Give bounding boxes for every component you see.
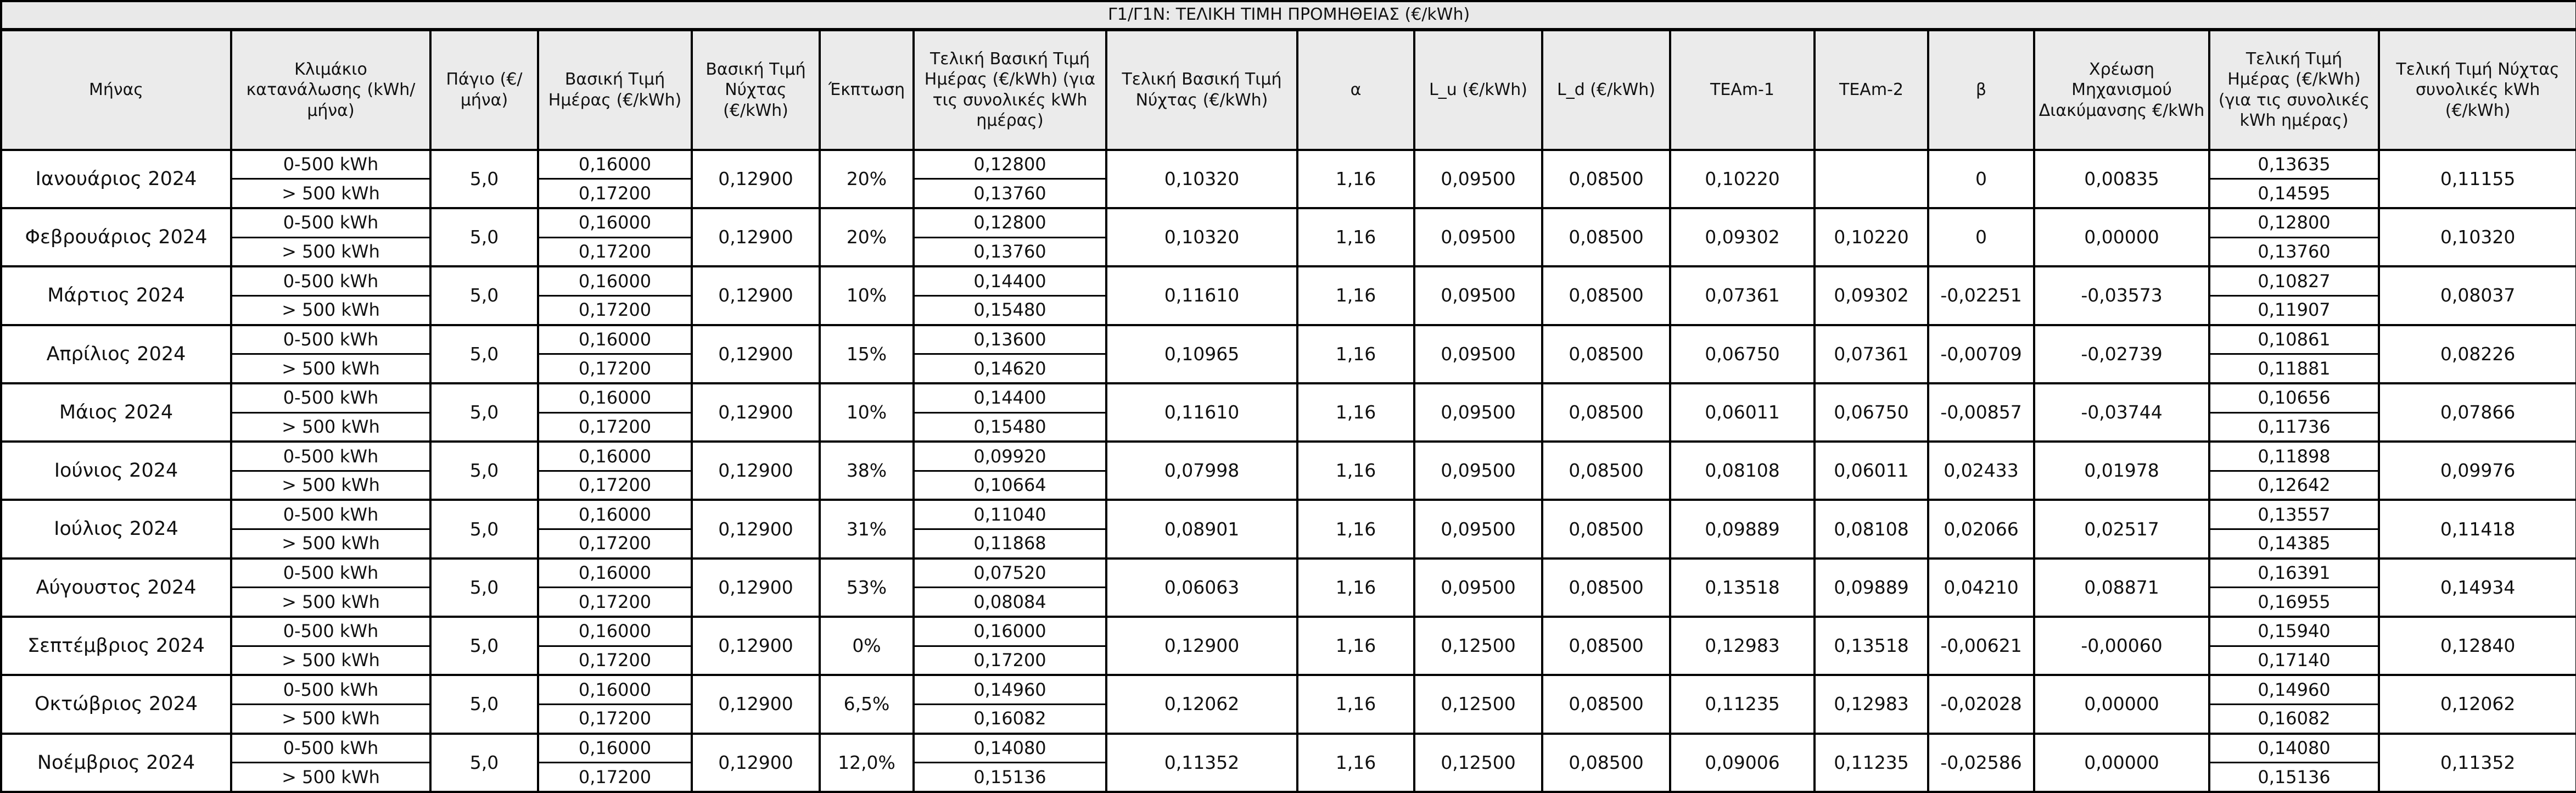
tier-label-cell: > 500 kWh xyxy=(231,471,430,500)
base-day-cell: 0,17200 xyxy=(538,763,692,792)
header-final-night: Τελική Τιμή Νύχτας συνολικές kWh (€/kWh) xyxy=(2379,30,2576,150)
final-day-cell: 0,11881 xyxy=(2209,354,2379,383)
table-row xyxy=(1,266,2576,295)
tier-label-cell: > 500 kWh xyxy=(231,237,430,266)
tier-label-cell: 0-500 kWh xyxy=(231,500,430,529)
l-u-cell: 0,09500 xyxy=(1414,383,1542,442)
team-1-cell: 0,13518 xyxy=(1670,559,1815,617)
month-cell: Ιούνιος 2024 xyxy=(1,442,231,500)
discount-cell: 10% xyxy=(820,266,914,325)
tier-label-cell: > 500 kWh xyxy=(231,588,430,617)
alpha-cell: 1,16 xyxy=(1297,266,1414,325)
l-u-cell: 0,12500 xyxy=(1414,675,1542,733)
table-row xyxy=(1,559,2576,588)
tier-label-cell: 0-500 kWh xyxy=(231,675,430,704)
l-d-cell: 0,08500 xyxy=(1542,500,1670,558)
team-2-cell: 0,10220 xyxy=(1815,208,1928,266)
final-base-day-cell: 0,11868 xyxy=(914,529,1106,559)
month-cell: Φεβρουάριος 2024 xyxy=(1,208,231,266)
tier-label-cell: 0-500 kWh xyxy=(231,442,430,471)
final-night-cell: 0,12840 xyxy=(2379,617,2576,675)
team-2-cell: 0,06750 xyxy=(1815,383,1928,442)
final-base-day-cell: 0,15480 xyxy=(914,295,1106,325)
final-base-day-cell: 0,14620 xyxy=(914,354,1106,383)
title-row xyxy=(1,1,2576,30)
beta-cell: -0,00709 xyxy=(1928,325,2034,383)
final-base-day-cell: 0,08084 xyxy=(914,588,1106,617)
final-base-night-cell: 0,08901 xyxy=(1106,500,1297,558)
base-night-cell: 0,12900 xyxy=(692,150,820,208)
tier-label-cell: 0-500 kWh xyxy=(231,208,430,237)
beta-cell: -0,02586 xyxy=(1928,734,2034,792)
alpha-cell: 1,16 xyxy=(1297,559,1414,617)
final-night-cell: 0,12062 xyxy=(2379,675,2576,733)
header-tier: Κλιμάκιο κατανάλωσης (kWh/μήνα) xyxy=(231,30,430,150)
header-row xyxy=(1,30,2576,150)
final-base-night-cell: 0,07998 xyxy=(1106,442,1297,500)
team-1-cell: 0,06011 xyxy=(1670,383,1815,442)
final-day-cell: 0,10827 xyxy=(2209,266,2379,295)
tier-label-cell: 0-500 kWh xyxy=(231,617,430,646)
alpha-cell: 1,16 xyxy=(1297,325,1414,383)
l-u-cell: 0,12500 xyxy=(1414,734,1542,792)
final-base-night-cell: 0,10320 xyxy=(1106,150,1297,208)
team-2-cell: 0,09889 xyxy=(1815,559,1928,617)
discount-cell: 20% xyxy=(820,150,914,208)
mechanism-cell: -0,03744 xyxy=(2034,383,2209,442)
base-day-cell: 0,16000 xyxy=(538,266,692,295)
month-cell: Μάιος 2024 xyxy=(1,383,231,442)
final-base-day-cell: 0,11040 xyxy=(914,500,1106,529)
team-1-cell: 0,08108 xyxy=(1670,442,1815,500)
final-base-day-cell: 0,12800 xyxy=(914,150,1106,179)
final-night-cell: 0,11155 xyxy=(2379,150,2576,208)
base-day-cell: 0,17200 xyxy=(538,412,692,442)
final-day-cell: 0,15940 xyxy=(2209,617,2379,646)
l-u-cell: 0,12500 xyxy=(1414,617,1542,675)
beta-cell: 0 xyxy=(1928,150,2034,208)
base-day-cell: 0,16000 xyxy=(538,442,692,471)
final-base-day-cell: 0,14400 xyxy=(914,266,1106,295)
beta-cell: -0,00621 xyxy=(1928,617,2034,675)
discount-cell: 31% xyxy=(820,500,914,558)
mechanism-cell: 0,00000 xyxy=(2034,208,2209,266)
base-night-cell: 0,12900 xyxy=(692,559,820,617)
mechanism-cell: 0,00000 xyxy=(2034,734,2209,792)
header-mechanism: Χρέωση Μηχανισμού Διακύμανσης €/kWh xyxy=(2034,30,2209,150)
fixed-cell: 5,0 xyxy=(430,208,538,266)
base-night-cell: 0,12900 xyxy=(692,675,820,733)
discount-cell: 15% xyxy=(820,325,914,383)
final-night-cell: 0,08037 xyxy=(2379,266,2576,325)
header-final-base-day: Τελική Βασική Τιμή Ημέρας (€/kWh) (για τις συνολικές kWh ημέρας) xyxy=(914,30,1106,150)
tier-label-cell: > 500 kWh xyxy=(231,354,430,383)
l-d-cell: 0,08500 xyxy=(1542,734,1670,792)
final-base-night-cell: 0,10965 xyxy=(1106,325,1297,383)
final-day-cell: 0,12642 xyxy=(2209,471,2379,500)
team-1-cell: 0,09302 xyxy=(1670,208,1815,266)
tier-label-cell: > 500 kWh xyxy=(231,412,430,442)
team-1-cell: 0,12983 xyxy=(1670,617,1815,675)
final-night-cell: 0,07866 xyxy=(2379,383,2576,442)
final-day-cell: 0,16082 xyxy=(2209,704,2379,733)
header-base-day: Βασική Τιμή Ημέρας (€/kWh) xyxy=(538,30,692,150)
base-day-cell: 0,17200 xyxy=(538,237,692,266)
month-cell: Οκτώβριος 2024 xyxy=(1,675,231,733)
final-night-cell: 0,08226 xyxy=(2379,325,2576,383)
fixed-cell: 5,0 xyxy=(430,617,538,675)
final-base-night-cell: 0,11610 xyxy=(1106,383,1297,442)
discount-cell: 10% xyxy=(820,383,914,442)
table-row xyxy=(1,675,2576,704)
base-night-cell: 0,12900 xyxy=(692,617,820,675)
base-day-cell: 0,17200 xyxy=(538,471,692,500)
mechanism-cell: 0,00000 xyxy=(2034,675,2209,733)
header-team-1: TEAm-1 xyxy=(1670,30,1815,150)
l-u-cell: 0,09500 xyxy=(1414,150,1542,208)
team-1-cell: 0,10220 xyxy=(1670,150,1815,208)
header-fixed: Πάγιο (€/μήνα) xyxy=(430,30,538,150)
team-2-cell: 0,06011 xyxy=(1815,442,1928,500)
final-base-night-cell: 0,12900 xyxy=(1106,617,1297,675)
beta-cell: -0,00857 xyxy=(1928,383,2034,442)
table-title: Γ1/Γ1Ν: ΤΕΛΙΚΗ ΤΙΜΗ ΠΡΟΜΗΘΕΙΑΣ (€/kWh) xyxy=(1,1,2576,30)
tier-label-cell: 0-500 kWh xyxy=(231,150,430,179)
base-day-cell: 0,16000 xyxy=(538,500,692,529)
month-cell: Σεπτέμβριος 2024 xyxy=(1,617,231,675)
header-beta: β xyxy=(1928,30,2034,150)
final-day-cell: 0,13760 xyxy=(2209,237,2379,266)
month-cell: Νοέμβριος 2024 xyxy=(1,734,231,792)
table-row xyxy=(1,500,2576,529)
base-day-cell: 0,16000 xyxy=(538,383,692,412)
alpha-cell: 1,16 xyxy=(1297,617,1414,675)
tier-label-cell: > 500 kWh xyxy=(231,646,430,675)
fixed-cell: 5,0 xyxy=(430,559,538,617)
final-base-day-cell: 0,14960 xyxy=(914,675,1106,704)
beta-cell: 0,02066 xyxy=(1928,500,2034,558)
base-night-cell: 0,12900 xyxy=(692,208,820,266)
l-u-cell: 0,09500 xyxy=(1414,559,1542,617)
fixed-cell: 5,0 xyxy=(430,383,538,442)
fixed-cell: 5,0 xyxy=(430,734,538,792)
team-2-cell: 0,09302 xyxy=(1815,266,1928,325)
table-row xyxy=(1,383,2576,412)
base-day-cell: 0,16000 xyxy=(538,675,692,704)
discount-cell: 20% xyxy=(820,208,914,266)
base-day-cell: 0,17200 xyxy=(538,295,692,325)
final-day-cell: 0,10656 xyxy=(2209,383,2379,412)
mechanism-cell: 0,00835 xyxy=(2034,150,2209,208)
final-day-cell: 0,12800 xyxy=(2209,208,2379,237)
final-base-day-cell: 0,15136 xyxy=(914,763,1106,792)
final-base-day-cell: 0,15480 xyxy=(914,412,1106,442)
final-base-day-cell: 0,17200 xyxy=(914,646,1106,675)
l-u-cell: 0,09500 xyxy=(1414,500,1542,558)
tier-label-cell: > 500 kWh xyxy=(231,763,430,792)
mechanism-cell: -0,02739 xyxy=(2034,325,2209,383)
discount-cell: 0% xyxy=(820,617,914,675)
l-d-cell: 0,08500 xyxy=(1542,266,1670,325)
final-base-night-cell: 0,12062 xyxy=(1106,675,1297,733)
month-cell: Απρίλιος 2024 xyxy=(1,325,231,383)
final-day-cell: 0,14385 xyxy=(2209,529,2379,559)
table-row xyxy=(1,208,2576,237)
mechanism-cell: -0,03573 xyxy=(2034,266,2209,325)
tier-label-cell: > 500 kWh xyxy=(231,295,430,325)
team-2-cell xyxy=(1815,150,1928,208)
header-alpha: α xyxy=(1297,30,1414,150)
team-1-cell: 0,11235 xyxy=(1670,675,1815,733)
fixed-cell: 5,0 xyxy=(430,500,538,558)
tier-label-cell: 0-500 kWh xyxy=(231,266,430,295)
fixed-cell: 5,0 xyxy=(430,325,538,383)
l-d-cell: 0,08500 xyxy=(1542,675,1670,733)
month-cell: Ιανουάριος 2024 xyxy=(1,150,231,208)
discount-cell: 12,0% xyxy=(820,734,914,792)
l-d-cell: 0,08500 xyxy=(1542,150,1670,208)
alpha-cell: 1,16 xyxy=(1297,734,1414,792)
final-day-cell: 0,11898 xyxy=(2209,442,2379,471)
final-base-day-cell: 0,12800 xyxy=(914,208,1106,237)
final-base-night-cell: 0,06063 xyxy=(1106,559,1297,617)
final-night-cell: 0,11352 xyxy=(2379,734,2576,792)
beta-cell: 0,04210 xyxy=(1928,559,2034,617)
mechanism-cell: 0,01978 xyxy=(2034,442,2209,500)
l-d-cell: 0,08500 xyxy=(1542,442,1670,500)
final-day-cell: 0,11907 xyxy=(2209,295,2379,325)
alpha-cell: 1,16 xyxy=(1297,150,1414,208)
final-base-day-cell: 0,16082 xyxy=(914,704,1106,733)
team-2-cell: 0,13518 xyxy=(1815,617,1928,675)
final-night-cell: 0,09976 xyxy=(2379,442,2576,500)
beta-cell: -0,02251 xyxy=(1928,266,2034,325)
l-u-cell: 0,09500 xyxy=(1414,266,1542,325)
base-night-cell: 0,12900 xyxy=(692,383,820,442)
final-day-cell: 0,14960 xyxy=(2209,675,2379,704)
base-day-cell: 0,16000 xyxy=(538,208,692,237)
beta-cell: -0,02028 xyxy=(1928,675,2034,733)
final-base-night-cell: 0,11610 xyxy=(1106,266,1297,325)
final-base-day-cell: 0,14080 xyxy=(914,734,1106,763)
base-day-cell: 0,17200 xyxy=(538,354,692,383)
fixed-cell: 5,0 xyxy=(430,675,538,733)
l-u-cell: 0,09500 xyxy=(1414,208,1542,266)
base-day-cell: 0,16000 xyxy=(538,617,692,646)
mechanism-cell: -0,00060 xyxy=(2034,617,2209,675)
beta-cell: 0,02433 xyxy=(1928,442,2034,500)
base-night-cell: 0,12900 xyxy=(692,734,820,792)
table-row xyxy=(1,734,2576,763)
base-night-cell: 0,12900 xyxy=(692,442,820,500)
final-day-cell: 0,14080 xyxy=(2209,734,2379,763)
month-cell: Μάρτιος 2024 xyxy=(1,266,231,325)
team-1-cell: 0,09889 xyxy=(1670,500,1815,558)
l-d-cell: 0,08500 xyxy=(1542,325,1670,383)
final-base-night-cell: 0,11352 xyxy=(1106,734,1297,792)
l-u-cell: 0,09500 xyxy=(1414,325,1542,383)
mechanism-cell: 0,08871 xyxy=(2034,559,2209,617)
table-row xyxy=(1,150,2576,179)
final-day-cell: 0,16955 xyxy=(2209,588,2379,617)
discount-cell: 53% xyxy=(820,559,914,617)
final-base-day-cell: 0,14400 xyxy=(914,383,1106,412)
final-day-cell: 0,17140 xyxy=(2209,646,2379,675)
base-day-cell: 0,17200 xyxy=(538,588,692,617)
base-day-cell: 0,16000 xyxy=(538,150,692,179)
base-day-cell: 0,17200 xyxy=(538,529,692,559)
final-night-cell: 0,10320 xyxy=(2379,208,2576,266)
l-d-cell: 0,08500 xyxy=(1542,617,1670,675)
base-day-cell: 0,16000 xyxy=(538,559,692,588)
month-cell: Ιούλιος 2024 xyxy=(1,500,231,558)
alpha-cell: 1,16 xyxy=(1297,383,1414,442)
month-cell: Αύγουστος 2024 xyxy=(1,559,231,617)
alpha-cell: 1,16 xyxy=(1297,208,1414,266)
team-2-cell: 0,12983 xyxy=(1815,675,1928,733)
header-base-night: Βασική Τιμή Νύχτας (€/kWh) xyxy=(692,30,820,150)
final-night-cell: 0,14934 xyxy=(2379,559,2576,617)
mechanism-cell: 0,02517 xyxy=(2034,500,2209,558)
beta-cell: 0 xyxy=(1928,208,2034,266)
tier-label-cell: > 500 kWh xyxy=(231,529,430,559)
final-day-cell: 0,15136 xyxy=(2209,763,2379,792)
team-2-cell: 0,11235 xyxy=(1815,734,1928,792)
base-day-cell: 0,17200 xyxy=(538,179,692,208)
header-team-2: TEAm-2 xyxy=(1815,30,1928,150)
base-day-cell: 0,16000 xyxy=(538,734,692,763)
tier-label-cell: 0-500 kWh xyxy=(231,325,430,354)
discount-cell: 38% xyxy=(820,442,914,500)
l-u-cell: 0,09500 xyxy=(1414,442,1542,500)
table-row xyxy=(1,325,2576,354)
tier-label-cell: 0-500 kWh xyxy=(231,559,430,588)
team-2-cell: 0,08108 xyxy=(1815,500,1928,558)
base-night-cell: 0,12900 xyxy=(692,266,820,325)
final-day-cell: 0,11736 xyxy=(2209,412,2379,442)
tier-label-cell: 0-500 kWh xyxy=(231,734,430,763)
tier-label-cell: > 500 kWh xyxy=(231,179,430,208)
base-night-cell: 0,12900 xyxy=(692,325,820,383)
alpha-cell: 1,16 xyxy=(1297,675,1414,733)
final-base-night-cell: 0,10320 xyxy=(1106,208,1297,266)
fixed-cell: 5,0 xyxy=(430,150,538,208)
l-d-cell: 0,08500 xyxy=(1542,208,1670,266)
final-day-cell: 0,10861 xyxy=(2209,325,2379,354)
tier-label-cell: 0-500 kWh xyxy=(231,383,430,412)
team-1-cell: 0,07361 xyxy=(1670,266,1815,325)
final-base-day-cell: 0,13760 xyxy=(914,179,1106,208)
table-row xyxy=(1,617,2576,646)
team-2-cell: 0,07361 xyxy=(1815,325,1928,383)
l-d-cell: 0,08500 xyxy=(1542,383,1670,442)
header-final-day: Τελική Τιμή Ημέρας (€/kWh) (για τις συνολικές kWh ημέρας) xyxy=(2209,30,2379,150)
header-final-base-night: Τελική Βασική Τιμή Νύχτας (€/kWh) xyxy=(1106,30,1297,150)
final-base-day-cell: 0,10664 xyxy=(914,471,1106,500)
header-l-u: L_u (€/kWh) xyxy=(1414,30,1542,150)
table-row xyxy=(1,442,2576,471)
final-day-cell: 0,16391 xyxy=(2209,559,2379,588)
base-day-cell: 0,17200 xyxy=(538,646,692,675)
fixed-cell: 5,0 xyxy=(430,266,538,325)
final-night-cell: 0,11418 xyxy=(2379,500,2576,558)
base-night-cell: 0,12900 xyxy=(692,500,820,558)
l-d-cell: 0,08500 xyxy=(1542,559,1670,617)
final-base-day-cell: 0,09920 xyxy=(914,442,1106,471)
tier-label-cell: > 500 kWh xyxy=(231,704,430,733)
alpha-cell: 1,16 xyxy=(1297,500,1414,558)
header-month: Μήνας xyxy=(1,30,231,150)
team-1-cell: 0,06750 xyxy=(1670,325,1815,383)
final-base-day-cell: 0,07520 xyxy=(914,559,1106,588)
final-base-day-cell: 0,13600 xyxy=(914,325,1106,354)
final-base-day-cell: 0,13760 xyxy=(914,237,1106,266)
final-day-cell: 0,14595 xyxy=(2209,179,2379,208)
final-day-cell: 0,13635 xyxy=(2209,150,2379,179)
final-day-cell: 0,13557 xyxy=(2209,500,2379,529)
alpha-cell: 1,16 xyxy=(1297,442,1414,500)
discount-cell: 6,5% xyxy=(820,675,914,733)
base-day-cell: 0,17200 xyxy=(538,704,692,733)
header-l-d: L_d (€/kWh) xyxy=(1542,30,1670,150)
header-discount: Έκπτωση xyxy=(820,30,914,150)
team-1-cell: 0,09006 xyxy=(1670,734,1815,792)
final-base-day-cell: 0,16000 xyxy=(914,617,1106,646)
fixed-cell: 5,0 xyxy=(430,442,538,500)
base-day-cell: 0,16000 xyxy=(538,325,692,354)
